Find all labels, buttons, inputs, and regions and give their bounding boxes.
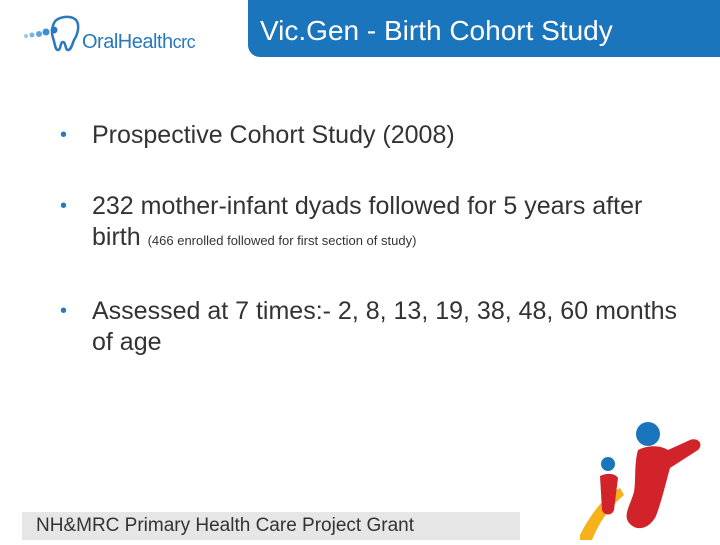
bullet-text: 232 mother-infant dyads followed for 5 years after birth [92, 192, 643, 251]
bullet-text: Prospective Cohort Study (2008) [92, 121, 455, 149]
bullet-note: (466 enrolled followed for first section of study) [147, 233, 417, 248]
bullet-dot-icon: • [60, 300, 68, 322]
bullet-item [60, 120, 680, 151]
bullet-text: Assessed at 7 times:- 2, 8, 13, 19, 38, 48, 60 months of age [92, 297, 678, 356]
bullet-item [60, 296, 680, 358]
tooth-icon [22, 14, 82, 64]
logo-wordmark [82, 31, 195, 54]
footer-text: NH&MRC Primary Health Care Project Grant [36, 515, 414, 536]
bullet-item [60, 191, 680, 256]
slide-title: Vic.Gen - Birth Cohort Study [260, 15, 613, 46]
bullet-list [60, 120, 680, 398]
slide-title-bar [248, 0, 720, 57]
bullet-dot-icon: • [60, 195, 68, 217]
people-figures-graphic [580, 420, 720, 540]
oral-health-crc-logo [22, 14, 222, 64]
people-figures-icon [580, 420, 720, 540]
logo-name-main: OralHealth [82, 31, 173, 53]
footer-banner [22, 512, 520, 540]
bullet-dot-icon: • [60, 124, 68, 146]
logo-name-suffix: crc [172, 32, 196, 52]
